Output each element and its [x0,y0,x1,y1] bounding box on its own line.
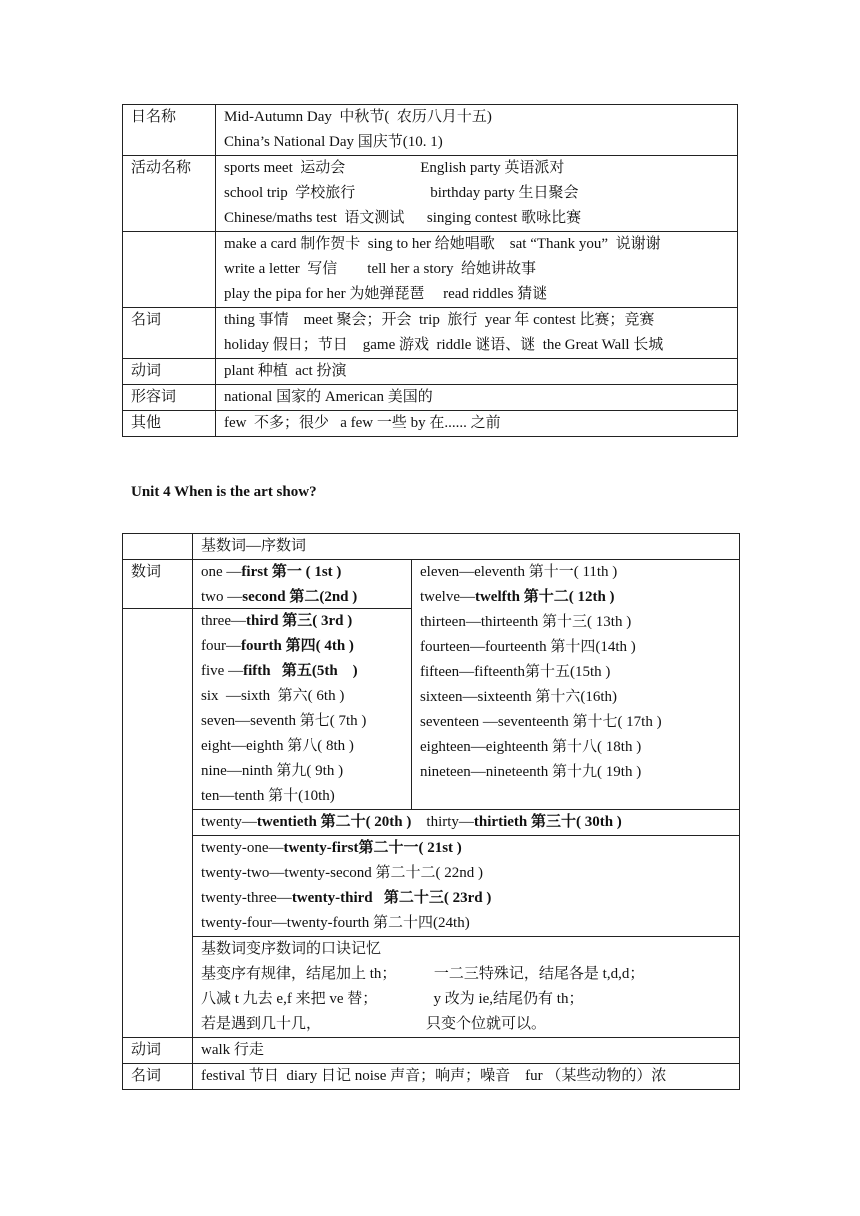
twenty-thirty-row [123,810,740,836]
ordinal-text: seven—seventh 第七( 7th ) [201,713,367,729]
ordinal-line [201,886,731,911]
ordinal-line [201,759,403,784]
ordinal-text: fifteen—fifteenth第十五(15th ) [420,664,611,680]
row-label-cell [123,105,216,156]
ordinal-text: two — [201,589,243,605]
row-label: 其他 [131,415,162,431]
row-content-line: national 国家的 American 美国的 [224,389,433,405]
ordinal-line [201,585,403,610]
numbers-label-top [123,560,192,609]
ordinal-line [420,610,731,635]
ordinal-line [201,609,403,634]
row-label: 日名称 [131,109,177,125]
twenties-cell [193,836,740,937]
vocab-row [123,385,738,411]
noun-row [123,1064,740,1090]
vocab-row [123,411,738,437]
vocab-row [123,308,738,359]
verb-row [123,1038,740,1064]
vocab-row [123,105,738,156]
ordinal-text: sixteen—sixteenth 第十六(16th) [420,689,618,705]
verb-label: 动词 [131,1042,162,1058]
row-content-line: school trip 学校旅行 birthday party 生日聚会 [224,185,579,201]
vocab-table-unit3 [122,104,738,437]
ordinal-bold: twenty-third 第二十三( 23rd ) [291,890,492,906]
row-label-cell [123,411,216,437]
ordinal-text: six —sixth 第六( 6th ) [201,688,345,704]
ordinal-line [420,660,731,685]
ordinal-bold: twentieth 第二十( 20th ) [256,814,412,830]
row-label: 动词 [131,363,162,379]
ordinal-line [201,911,731,936]
ordinal-text: ten—tenth 第十(10th) [201,788,335,804]
ordinal-text: twelve— [420,589,475,605]
row-content-line: Mid-Autumn Day 中秋节( 农历八月十五) [224,109,492,125]
noun-cell [193,1064,740,1090]
row-content-cell [216,156,738,232]
row-content-line: plant 种植 act 扮演 [224,363,347,379]
ordinal-bold: twelfth 第十二( 12th ) [474,589,615,605]
row-content-line: write a letter 写信 tell her a story 给她讲故事 [224,261,537,277]
ordinal-bold: fourth 第四( 4th ) [241,638,354,654]
ordinal-text: three— [201,613,246,629]
ordinal-line [201,861,731,886]
ordinal-line [420,710,731,735]
ordinal-bold: fifth 第五(5th ) [243,663,358,679]
ordinal-line [420,735,731,760]
ordinal-text: twenty-one— [201,840,284,856]
noun-label: 名词 [131,1068,162,1084]
ordinal-text: seventeen —seventeenth 第十七( 17th ) [420,714,662,730]
ordinal-text: twenty-three— [201,890,292,906]
ordinal-text: thirty— [411,814,474,830]
twenties-row [123,836,740,937]
rhyme-row [123,937,740,1038]
noun-label-cell [123,1064,193,1090]
unit4-heading: Unit 4 When is the art show? [131,484,317,500]
row-content-line: China’s National Day 国庆节(10. 1) [224,134,443,150]
row-content-line: make a card 制作贺卡 sing to her 给她唱歌 sat “Thank you” 说谢谢 [224,236,661,252]
twenty-thirty-cell [193,810,740,836]
row-content-cell [216,105,738,156]
row-content-cell [216,411,738,437]
ordinal-text: five — [201,663,244,679]
ordinal-bold: second 第二(2nd ) [242,589,358,605]
row-label: 形容词 [131,389,177,405]
row-content-line: play the pipa for her 为她弹琵琶 read riddles 猜谜 [224,286,548,302]
ordinal-line [201,659,403,684]
ordinal-line [420,635,731,660]
ordinal-text: four— [201,638,241,654]
ordinal-line [201,784,403,809]
row-label-cell [123,359,216,385]
ordinal-line [420,685,731,710]
header-text: 基数词—序数词 [201,538,307,554]
ordinal-text: twenty-four—twenty-fourth 第二十四(24th) [201,915,470,931]
ordinal-bold: third 第三( 3rd ) [245,613,353,629]
vocab-table-unit4 [122,533,740,1090]
ordinal-line [201,709,403,734]
row-content-cell [216,232,738,308]
ordinal-text: eighteen—eighteenth 第十八( 18th ) [420,739,642,755]
header-cell [193,534,740,560]
header-row [123,534,740,560]
row-label: 活动名称 [131,160,192,176]
ordinals-left-bottom [193,609,411,809]
ordinal-line [201,836,731,861]
rhyme-line: 基数词变序数词的口诀记忆 [201,941,382,957]
ordinal-text: eleven—eleventh 第十一( 11th ) [420,564,618,580]
rhyme-cell [193,937,740,1038]
row-content-cell [216,308,738,359]
ordinal-text: thirteen—thirteenth 第十三( 13th ) [420,614,632,630]
vocab-row [123,359,738,385]
row-label-cell [123,308,216,359]
ordinal-bold: thirtieth 第三十( 30th ) [473,814,622,830]
row-content-line: Chinese/maths test 语文测试 singing contest 歌咏比赛 [224,210,582,226]
ordinal-text: nine—ninth 第九( 9th ) [201,763,344,779]
ordinal-line [201,634,403,659]
ordinal-line [201,810,731,835]
verb-cell [193,1038,740,1064]
row-label: 名词 [131,312,162,328]
row-content-line: sports meet 运动会 English party 英语派对 [224,160,565,176]
row-label-cell [123,232,216,308]
row-label-cell [123,156,216,232]
numbers-row-1 [123,560,740,810]
row-content-cell [216,385,738,411]
ordinal-line [201,560,403,585]
ordinal-text: twenty— [201,814,257,830]
verb-text: walk 行走 [201,1042,264,1058]
ordinal-line [201,734,403,759]
vocab-row [123,156,738,232]
ordinal-line [420,760,731,785]
row-content-line: thing 事情 meet 聚会；开会 trip 旅行 year 年 contest 比赛；竞赛 [224,312,655,328]
ordinals-left-cell [193,560,412,810]
row-label-cell [123,385,216,411]
rhyme-line: 基变序有规律，结尾加上 th； 一二三特殊记，结尾各是 t,d,d； [201,966,645,982]
row-content-line: few 不多；很少 a few 一些 by 在...... 之前 [224,415,501,431]
row-content-cell [216,359,738,385]
ordinal-line [201,684,403,709]
numbers-label-cell [123,560,193,1038]
ordinal-line [420,585,731,610]
noun-text: festival 节日 diary 日记 noise 声音；响声；噪音 fur （某些动物的）浓 [201,1068,667,1084]
row-content-line: holiday 假日；节日 game 游戏 riddle 谜语、谜 the Great Wall 长城 [224,337,664,353]
rhyme-line: 八减 t 九去 e,f 来把 ve 替； y 改为 ie,结尾仍有 th； [201,991,584,1007]
ordinal-text: fourteen—fourteenth 第十四(14th ) [420,639,636,655]
ordinal-text: one — [201,564,242,580]
ordinal-text: twenty-two—twenty-second 第二十二( 22nd ) [201,865,484,881]
ordinals-left-top [193,560,411,609]
ordinal-text: nineteen—nineteenth 第十九( 19th ) [420,764,642,780]
ordinal-bold: first 第一 ( 1st ) [241,564,342,580]
ordinals-right-cell [412,560,740,810]
vocab-row [123,232,738,308]
numbers-label: 数词 [131,564,162,580]
ordinal-bold: twenty-first第二十一( 21st ) [283,840,462,856]
verb-label-cell [123,1038,193,1064]
rhyme-line: 若是遇到几十几， 只变个位就可以。 [201,1016,547,1032]
ordinal-line [420,560,731,585]
ordinal-text: eight—eighth 第八( 8th ) [201,738,354,754]
header-empty-cell [123,534,193,560]
